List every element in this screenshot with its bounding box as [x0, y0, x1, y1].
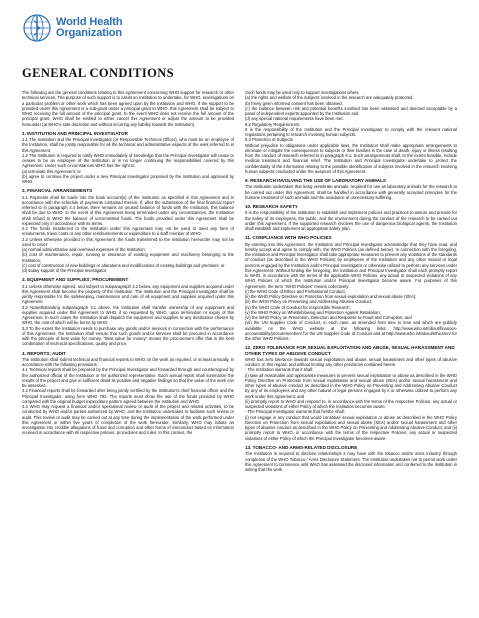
paragraph: 8.3 Protection of Subjects [245, 137, 293, 143]
paragraph: 4.3 WHO may request a financial and/or operational review or audit of the project and related activities, to be conducted by WHO and/or parties authorized by WHO, and the Institution undertakes to facilitate such review or audit. This review or audit may be carried out at any time during the implementation of the work performed under this Agreement or within five years of completion of the work hereunder. Similarly, WHO may initiate an investigation into credible allegations of fraud and corruption and other forms of misconduct based on information received in accordance with its respective policies, procedures and rules. In this context, the [22, 404, 234, 436]
paragraph: 3.3 To the extent the Institution needs to purchase any goods and/or services in connection with the performance of this Agreement, the Institution shall ensure that such goods and/or services shall be procured in accordance with the principle of best value for money. "Best value for money" means the procurement offer that is the best combination of technical specifications, quality and price. [22, 325, 234, 347]
paragraph: 4.2 Financial reports shall be forwarded after being jointly certified by the Institution's chief financial officer and the Principal Investigator, using form WHO 782. The reports must show the use of the funds provided by WHO compared with the original budget expenditure pattern agreed between the Institution and WHO. [22, 388, 234, 404]
paragraph: 1.2 The Institution is required to notify WHO immediately of knowledge that the Principal Investigator will cease or ceases to be an employee of the Institution or is no longer continuing the responsibilities covered by this Agreement. Under such circumstances WHO has the right to: [22, 152, 234, 169]
paragraph: 2.1 Payments shall be made into the bank account(s) of the Institution as specified in this Agreement and in accordance with the schedule of payments contained therein. If, after the submission of the final financial report referred to in paragraph 4.4 below, there remains an unused balance of funds with the Institution, this balance shall be due to WHO. In the event of this Agreement being terminated under any circumstances, the Institution shall refund to WHO the balance of uncommitted funds. The funds provided under this Agreement shall be expended only in accordance with its terms. [22, 194, 234, 226]
section-heading: 1. INSTITUTION AND PRINCIPAL INVESTIGATOR [22, 130, 128, 136]
paragraph: It is the responsibility of the Institution and the Principal Investigator to comply with the relevant national regulations pertaining to research involving human subjects. [245, 126, 457, 137]
paragraph: WHO has zero tolerance towards sexual exploitation and abuse, sexual harassment and other types of abusive conduct. In this regard, and without limiting any other provisions contained herein: [245, 356, 457, 368]
paragraph: Without prejudice to obligations under applicable laws, the Institution shall make appropriate arrangements to eliminate or mitigate the consequences to subjects or their families in the case of death, injury or illness resulting from the conduct of research referred to in paragraph 8.1. Such arrangements shall, to the extent feasible, include medical treatment and financial relief. The Institution and Principal Investigator undertake to protect the confidentiality of the information relating to the possible identification of subjects involved in the research involving human subjects conducted under the auspices of this Agreement. [245, 142, 457, 174]
org-name-line1: World Health [56, 15, 123, 28]
paragraph: (d) any special national requirements have been met. [245, 116, 344, 122]
paragraph: (iii) the WHO Policy on Preventing and Addressing Abusive Conduct; [245, 299, 373, 305]
paragraph: (i) take all reasonable and appropriate measures to prevent sexual exploitation or abuse as described in the WHO Policy Directive on Protection from sexual exploitation and sexual abuse (SEA) and/or sexual harassment and other types of abusive conduct as described in the WHO Policy on Preventing and Addressing Abusive Conduct by any of its employees and any other natural or legal persons engaged by it or otherwise utilized to perform any work under this Agreement; and [245, 372, 457, 399]
paragraph: The following are the general conditions relating to this Agreement concerning WHO support for research or other technical services. The purpose of such support is to assist an Institution to undertake, for WHO, investigations on a particular problem or other work which has been agreed upon by the Institution and WHO. If the support to be provided under this Agreement is a sub-grant under a principal grant to WHO, this Agreement shall be subject to WHO receiving the full amount of the principal grant. In the event WHO does not receive the full amount of the principal grant, WHO shall be entitled to either cancel this Agreement or adjust the amount to be provided hereunder (at WHO's sole discretion and without incurring any liability towards the Institution). [22, 90, 234, 127]
paragraph: (iv) the WHO Code of Conduct for responsible Research; [245, 304, 351, 310]
right-column [245, 90, 457, 472]
page-title: GENERAL CONDITIONS [22, 66, 175, 80]
paragraph: (a) terminate this Agreement; or [22, 168, 81, 174]
left-column [22, 90, 234, 472]
paragraph: (v) the WHO Policy on Whistleblowing and Protection Against Retaliation; [245, 309, 381, 315]
paragraph: 2.3 Unless otherwise provided in this Agreement, the funds transferred to the Institution hereunder may not be used to cover: [22, 236, 234, 247]
paragraph: 8.2 Regulatory Requirements [245, 121, 300, 127]
paragraph: By entering into this Agreement, the Institution and Principal Investigator acknowledge that they have read, and hereby accept and agree to comply with, the WHO Policies (as defined below). In connection with the foregoing, the Institution and Principal Investigator shall take appropriate measures to prevent any violations of the standards of conduct (as described in the WHO Policies) by employees of the Institution and any other natural or legal persons engaged by the Institution and/or Principal Investigator or otherwise utilized to perform any services under this Agreement. Without limiting the foregoing, the Institution and Principal Investigator shall each promptly report to WHO, in accordance with the terms of the applicable WHO Policies, any actual or suspected violations of any WHO Policies of which the Institution and/or Principal Investigator become aware. For purposes of this Agreement, the term "WHO Policies" means collectively: [245, 241, 457, 289]
paragraph: (c) cost of construction of new buildings or alterations and modifications of existing buildings and premises; or [22, 262, 225, 268]
paragraph: (b) freely given informed consent has been obtained, [245, 100, 343, 106]
paragraph: (a) the rights and welfare of the subjects involved in the research are adequately protected, [245, 95, 414, 101]
org-name-line2: Organization [56, 27, 123, 39]
paragraph: 1.1 The Institution and the Principal Investigator (or Responsible Technical Officer), who must be an employee of the Institution, shall be jointly responsible for all the technical and administrative aspects of the work referred to in this Agreement. [22, 137, 234, 153]
paragraph: - The Institution warrants that it shall: [245, 367, 314, 373]
paragraph: The Institution shall submit technical and financial reports to WHO on the work as required, or at least annually, in accordance with the following provisions: [22, 356, 234, 368]
paragraph: (b) agree to continue the project under a new Principal Investigator proposed by the Institution and approved by WHO. [22, 173, 234, 185]
who-logo [22, 11, 457, 45]
section-heading: 9. RESEARCH INVOLVING THE USE OF LABORATORY ANIMALS [245, 178, 386, 183]
paragraph: 4.1 Technical reports shall be prepared by the Principal Investigator and forwarded through and countersigned by the authorized official of the Institution or his authorized representative. Each annual report shall summarize the results of the project and give in sufficient detail its positive and negative findings so that the value of the work can be assessed. [22, 367, 234, 389]
paragraph: (ii) promptly report to WHO and respond to, in accordance with the terms of the respective Policies, any actual or suspected violations of either Policy of which the Institution becomes aware. [245, 398, 457, 410]
paragraph: (b) cost of maintenance, repair, running or insurance of existing equipment and machinery belonging to the Institution; [22, 252, 234, 263]
section-heading: 10. RESEARCH SAFETY [245, 204, 298, 210]
section-heading: 3. EQUIPMENT AND SUPPLIES; PROCUREMENT [22, 277, 129, 283]
paragraph: - The Principal Investigator warrants that he/she shall: [245, 409, 345, 415]
paragraph: (i) the WHO Code of Ethics and Professional Conduct; [245, 288, 346, 294]
paragraph: The Institution is required to disclose relationships it may have with the tobacco and/or arms industry through completion of the WHO Tobacco / Arms Disclosure Statement. The Institution undertakes not to permit work under this Agreement to commence until WHO has assessed the disclosed information and conferred to the Institution in writing that the work [245, 451, 457, 473]
paragraph: The Institution undertakes that living vertebrate animals, required for use as laboratory animals for the research to be carried out under this Agreement, shall be handled in accordance with generally accepted principles for the humane treatment of such animals and the avoidance of unnecessary suffering. [245, 184, 457, 200]
section-heading: 2. FINANCIAL ARRANGEMENTS [22, 188, 93, 194]
paragraph: (vii) the UN Supplier Code of Conduct, in each case, as amended from time to time and which are publicly available on the WHO website at the following links: http://www.who.int/about/finances-accountability/procurement/en/ for the UN Supplier Code of Conduct and at http://www.who.int/about/ethics/en/ for the other WHO Policies. [245, 320, 457, 342]
paragraph: (vi) the WHO Policy on Prevention, Detection and Response to Fraud and Corruption; and [245, 315, 412, 321]
paragraph: (c) the balance between risk and potential benefits involved has been assessed and deemed acceptable by a panel of independent experts appointed by the Institution and [245, 105, 457, 116]
paragraph: (d) salary support of the Principal Investigator. [22, 268, 108, 274]
paragraph: It is the responsibility of the Institution to establish and implement policies and practices to assure and provide for the safety of its employees, the public, and the environment during the conduct of the research to be carried out under this Agreement. If the supported research involves the use of dangerous biological agents, the Institution shall establish and implement an appropriate safety plan. [245, 210, 457, 232]
paragraph: 3.1 Unless otherwise agreed, and subject to subparagraph 3.2 below, any equipment and supplies acquired under this Agreement shall become the property of the Institution. The Institution and the Principal Investigator shall be jointly responsible for the safekeeping, maintenance and care of all equipment and supplies acquired under this Agreement. [22, 283, 234, 305]
paragraph: 2.2 The funds transferred to the Institution under this Agreement may not be used to meet any form of emoluments, travel costs or any other reimbursements or expenditure to a staff member of WHO. [22, 226, 234, 237]
paragraph: 3.2 Notwithstanding subparagraph 3.1 above, the Institution shall transfer ownership of any equipment and supplies acquired under this Agreement to WHO, if so requested by WHO, upon termination or expiry of this Agreement. In such cases the Institution shall dispatch the equipment and supplies to any destination chosen by WHO, the cost of which will be borne by WHO. [22, 304, 234, 326]
paragraph: Such funds may be used only to support investigations where [245, 90, 359, 95]
section-heading: 12. ZERO TOLERANCE FOR SEXUAL EXPLOITATION AND ABUSE, SEXUAL HARASSMENT AND OTHER TYPES OF ABUSIVE CONDUCT [245, 345, 455, 356]
paragraph: (ii) the WHO Policy Directive on Protection from sexual exploitation and sexual abuse (SEA); [245, 294, 417, 300]
who-emblem-icon [22, 13, 52, 43]
section-heading: 4. REPORTS; AUDIT [22, 350, 66, 356]
section-heading: 11. COMPLIANCE WITH WHO POLICIES [245, 235, 332, 241]
section-heading: 13. TOBACCO- AND ARMS-RELATED DISCLOSURE [245, 444, 358, 450]
paragraph: (i) not engage in any conduct that would constitute sexual exploitation or abuse as described in the WHO Policy Directive on Protection from sexual exploitation and sexual abuse (SEA) and/or sexual harassment and other types of abusive conduct as described in the WHO Policy on Preventing and Addressing Abusive Conduct; and (ii) promptly report to WHO, in accordance with the terms of the respective Policies, any actual or suspected violations of either Policy of which the Principal Investigator becomes aware. [245, 414, 457, 441]
paragraph: (a) normal administrative and overhead expenses of the Institution; [22, 247, 146, 253]
